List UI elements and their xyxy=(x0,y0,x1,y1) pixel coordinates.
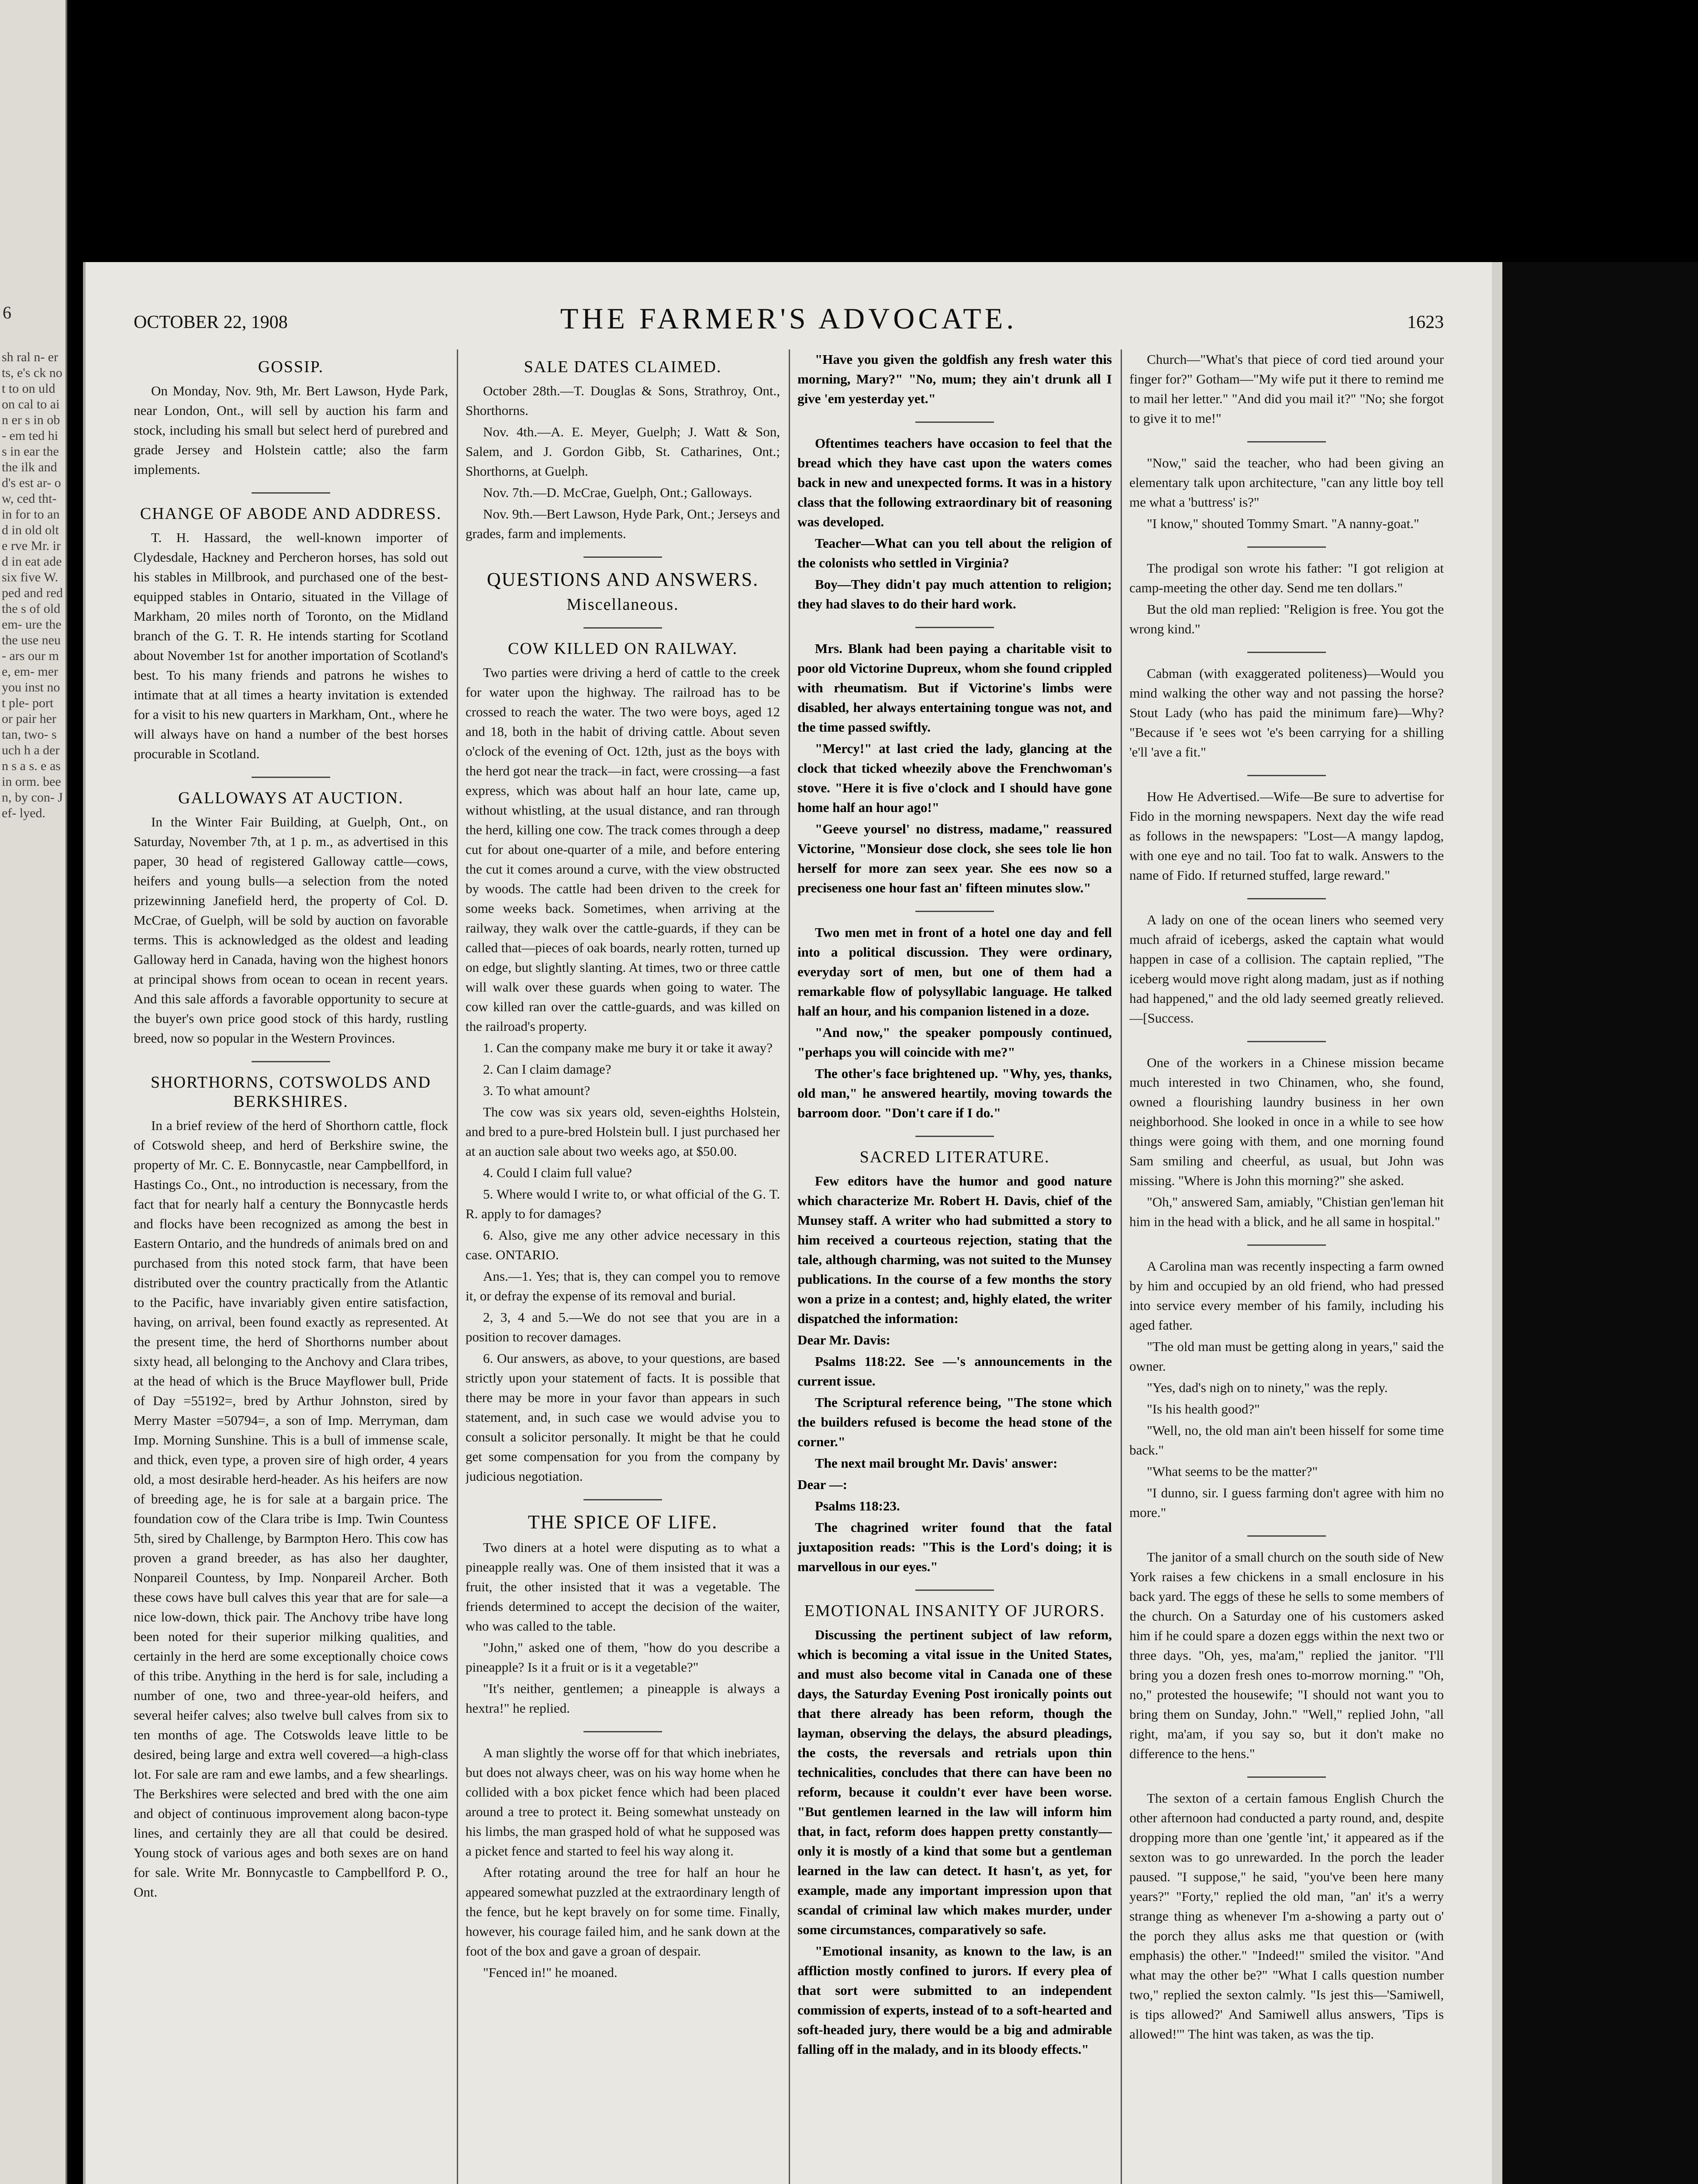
gossip-heading: GOSSIP. xyxy=(258,358,324,376)
column-3 xyxy=(797,349,1112,2184)
joke-paragraph: One of the workers in a Chinese mission became much interested in two Chinamen, who, she found, owned a flourishing laundry business in her own neighborhood. She looked in once in a while to see how things were going with them, and one morning found Sam smiling and cheerful, as usual, but John was missing. "Where is John this morning?" she asked. xyxy=(1129,1055,1444,1188)
divider xyxy=(252,492,330,494)
joke-paragraph: "Yes, dad's nigh on to ninety," was the reply. xyxy=(1147,1380,1388,1395)
anecdote-paragraph: Oftentimes teachers have occasion to feel that the bread which they have cast upon the waters comes back in new and unexpected forms. It was in a history class that the following extraordinary bit of reasoning was developed. xyxy=(797,435,1112,529)
sacred-paragraph: The Scriptural reference being, "The stone which the builders refused is become the head stone of the corner." xyxy=(797,1395,1112,1449)
divider xyxy=(583,1731,662,1732)
divider xyxy=(1247,775,1326,776)
joke-paragraph: A Carolina man was recently inspecting a farm owned by him and occupied by an old friend, who had pressed into service every member of his family, including his aged father. xyxy=(1129,1258,1444,1333)
film-margin xyxy=(1502,262,1698,2184)
cow-killed-question: 3. To what amount? xyxy=(483,1083,590,1098)
sacred-paragraph: The next mail brought Mr. Davis' answer: xyxy=(815,1455,1058,1471)
column-2 xyxy=(466,349,780,2184)
divider xyxy=(1247,652,1326,653)
emotional-insanity-heading: EMOTIONAL INSANITY OF JURORS. xyxy=(804,1602,1105,1620)
anecdote-paragraph: Mrs. Blank had been paying a charitable visit to poor old Victorine Dupreux, whom she found crippled with rheumatism. But if Victorine's limbs were disabled, her always entertaining tongue was not, and the time passed swiftly. xyxy=(797,641,1112,735)
cow-killed-question: 2. Can I claim damage? xyxy=(483,1061,611,1077)
joke-paragraph: Cabman (with exaggerated politeness)—Would you mind walking the other way and not passing the horse? Stout Lady (who has paid the minimum fare)—Why? "Because if 'e sees wot 'e's been carrying for a shilling 'e'll 'ave a fit." xyxy=(1129,666,1444,760)
anecdote-paragraph: "And now," the speaker pompously continued, "perhaps you will coincide with me?" xyxy=(797,1025,1112,1060)
divider xyxy=(1247,1244,1326,1246)
masthead-title: THE FARMER'S ADVOCATE. xyxy=(560,302,1018,335)
change-of-abode-paragraph: T. H. Hassard, the well-known importer of Clydesdale, Hackney and Percheron horses, has sold out his stables in Millbrook, and purchased one of the best-equipped stables in Ontario, situated in the Village of Markham, 20 miles north of Toronto, on the Midland branch of the G. T. R. He intends starting for Scotland about November 1st for another importation of Scotland's best. To his many friends and patrons he wishes to intimate that at all times a hearty invitation is extended for a visit to his new quarters in Markham, Ont., where he will always have on hand a number of the best horses procurable in Scotland. xyxy=(134,530,448,761)
questions-answers-heading: QUESTIONS AND ANSWERS. xyxy=(487,569,759,590)
miscellaneous-subheading: Miscellaneous. xyxy=(566,595,679,614)
column-rule xyxy=(789,349,790,2184)
anecdote-paragraph: Teacher—What can you tell about the religion of the colonists who settled in Virginia? xyxy=(797,536,1112,570)
cow-killed-paragraph: Two parties were driving a herd of cattle to the creek for water upon the highway. The railroad has to be crossed to reach the water. The two were boys, aged 12 and 18, both in the habit of driving cattle. About seven o'clock of the evening of Oct. 12th, just as the boys with the herd got near the track—in fact, were crossing—a fast express, which was about half an hour late, came up, without whistling, at the usual distance, and ran through the herd, killing one cow. The track comes through a deep cut for about one-quarter of a mile, and before entering the cut it comes around a curve, with the view obstructed by woods. The cattle had been driven to the creek for some weeks back. Sometimes, when arriving at the railway, they walk over the cattle-guards, if they can be called that—pieces of oak boards, nearly rotten, turned up on edge, but slightly slanting. At times, two or three cattle will walk over these guards when going to water. The cow killed ran over the cattle-guards, and was killed on the railroad's property. xyxy=(466,665,780,1034)
joke-paragraph: "The old man must be getting along in years," said the owner. xyxy=(1129,1339,1444,1374)
cow-killed-answer: 2, 3, 4 and 5.—We do not see that you are in a position to recover damages. xyxy=(466,1310,780,1344)
sacred-paragraph: Few editors have the humor and good nature which characterize Mr. Robert H. Davis, chief of the Munsey staff. A writer who had submitted a story to him received a courteous rejection, stating that the tale, although charming, was not suited to the Munsey publications. In the course of a few months the story won a prize in a contest; and, highly elated, the writer dispatched the information: xyxy=(797,1173,1112,1326)
insanity-paragraph: Discussing the pertinent subject of law reform, which is becoming a vital issue in the United States, and must also become vital in Canada one of these days, the Saturday Evening Post ironically points out that there already has been reform, though the layman, observing the delays, the absurd pleadings, the costs, the reversals and retrials upon thin technicalities, concludes that there can have been no reform, because it couldn't ever have been worse. "But gentlemen learned in the law will inform him that, in fact, reform does happen pretty constantly—only it is mostly of a kind that some but a gentleman learned in the law can detect. It hasn't, as yet, for example, made any important impression upon that scandal of criminal law which makes murder, under some circumstances, comparatively so safe. xyxy=(797,1627,1112,1937)
anecdote-paragraph: "Have you given the goldfish any fresh water this morning, Mary?" "No, mum; they ain't drunk all I give 'em yesterday yet." xyxy=(797,352,1112,406)
column-rule xyxy=(1121,349,1122,2184)
divider xyxy=(1247,441,1326,442)
divider xyxy=(915,627,994,628)
adjacent-page-fragments: sh ral n- er ts, e's ck not to on uld on cal to ain er s in ob- em ted his in ear the the ilk and d's est ar- ow, ced tht- in for to and in old olte rve Mr. ird in eat ade six five W. ped and red the s of old em- ure the the use neu- ars our me, em- mer you inst not ple- port or pair her tan, two- such h a dern s a s. e as in orm. been, by con- Jef- lyed. xyxy=(2,350,63,820)
divider xyxy=(583,556,662,558)
page-number: 1623 xyxy=(1407,312,1444,332)
spice-paragraph: A man slightly the worse off for that which inebriates, but does not always cheer, was on his way home when he collided with a box picket fence which had been placed around a tree to protect it. Being somewhat unsteady on his limbs, the man grasped hold of what he supposed was a picket fence and started to feel his way along it. xyxy=(466,1745,780,1859)
joke-paragraph: A lady on one of the ocean liners who seemed very much afraid of icebergs, asked the captain what would happen in case of a collision. The captain replied, "The iceberg would move right along madam, just as if nothing had happened," and the old lady seemed greatly relieved.—[Success. xyxy=(1129,912,1444,1026)
joke-paragraph: "Is his health good?" xyxy=(1147,1401,1260,1417)
divider xyxy=(1247,1776,1326,1778)
page-header xyxy=(134,301,1444,345)
joke-paragraph: "Well, no, the old man ain't been hisself for some time back." xyxy=(1129,1423,1444,1458)
shorthorns-paragraph: In a brief review of the herd of Shorthorn cattle, flock of Cotswold sheep, and herd of Berkshire swine, the property of Mr. C. E. Bonnycastle, near Campbellford, in Hastings Co., Ont., no introduction is necessary, from the fact that for nearly half a century the Bonnycastle herds and flocks have been recognized as among the best in Eastern Ontario, and the hundreds of animals bred on and purchased from this noted stock farm, that have been distributed over the country practically from the Atlantic to the Pacific, have invariably given entire satisfaction, having, on arrival, been found exactly as represented. At the present time, the herd of Shorthorns number about sixty head, all belonging to the Anchovy and Clara tribes, at the head of which is the Bruce Mayflower bull, Pride of Day =55192=, bred by Arthur Johnston, sired by Merry Master =50794=, a son of Imp. Merryman, dam Imp. Morning Sunshine. This is a bull of immense scale, and thick, even type, a proven sire of high order, 4 years old, a most desirable herd-header. As his heifers are now of breeding age, he is for sale at a bargain price. The foundation cow of the Clara tribe is Imp. Twin Countess 5th, sired by Challenge, by Barmpton Hero. This cow has proven a grand breeder, as has also her daughter, Nonpareil Countess, by Imp. Nonpareil Archer. Both these cows have bull calves this year that are for sale—a nice low-down, thick pair. The Anchovy tribe have long been noted for their superior milking qualities, and certainly in the herd are some exceptionally choice cows of this tribe. Anything in the herd is for sale, including a number of one, two and three-year-old heifers, and several heifer calves; also twelve bull calves from six to ten months of age. The Cotswolds leave little to be desired, being large and extra well covered—a high-class lot. For sale are ram and ewe lambs, and a few shearlings. The Berkshires were selected and bred with the one aim and object of continuous improvement along bacon-type lines, and certainly they are all that could be desired. Young stock of various ages and both sexes are on hand for sale. Write Mr. Bonnycastle to Campbellford P. O., Ont. xyxy=(134,1118,448,1900)
divider xyxy=(915,422,994,423)
cow-killed-question: 6. Also, give me any other advice necessary in this case. ONTARIO. xyxy=(466,1227,780,1262)
sale-date-entry: Nov. 7th.—D. McCrae, Guelph, Ont.; Galloways. xyxy=(483,485,752,500)
spice-paragraph: "It's neither, gentlemen; a pineapple is always a hextra!" he replied. xyxy=(466,1681,780,1716)
cow-killed-paragraph: The cow was six years old, seven-eighths Holstein, and bred to a pure-bred Holstein bull. I just purchased her at an auction sale about two weeks ago, at $50.00. xyxy=(466,1104,780,1159)
joke-paragraph: The prodigal son wrote his father: "I got religion at camp-meeting the other day. Send me ten dollars." xyxy=(1129,560,1444,595)
cow-killed-heading: COW KILLED ON RAILWAY. xyxy=(507,639,738,658)
sale-date-entry: Nov. 9th.—Bert Lawson, Hyde Park, Ont.; Jerseys and grades, farm and implements. xyxy=(466,506,780,541)
divider xyxy=(1247,898,1326,899)
cow-killed-answer: 6. Our answers, as above, to your questions, are based strictly upon your statement of facts. It is possible that there may be more in your favor than appears in such statement, and, in such case we would advise you to consult a solicitor personally. It might be that he could get some compensation for you from the company by judicious negotiation. xyxy=(466,1351,780,1484)
joke-paragraph: "I know," shouted Tommy Smart. "A nanny-goat." xyxy=(1147,516,1419,531)
shorthorns-heading: SHORTHORNS, COTSWOLDS AND BERKSHIRES. xyxy=(150,1073,431,1111)
joke-paragraph: How He Advertised.—Wife—Be sure to advertise for Fido in the morning newspapers. Next day the wife read as follows in the newspapers: "Lost—A mangy lapdog, with one eye and no tail. Too fat to walk. Answers to the name of Fido. If returned stuffed, large reward." xyxy=(1129,789,1444,883)
joke-paragraph: "Now," said the teacher, who had been giving an elementary talk upon architecture, "can any little boy tell me what a 'buttress' is?" xyxy=(1129,455,1444,510)
sacred-literature-heading: SACRED LITERATURE. xyxy=(859,1148,1050,1166)
divider xyxy=(1247,1535,1326,1537)
anecdote-paragraph: Two men met in front of a hotel one day and fell into a political discussion. They were ordinary, everyday sort of men, but one of them had a remarkable flow of polysyllabic language. He talked half an hour, and his companion listened in a doze. xyxy=(797,925,1112,1019)
cow-killed-question: 5. Where would I write to, or what official of the G. T. R. apply to for damages? xyxy=(466,1186,780,1221)
divider xyxy=(915,1136,994,1137)
joke-paragraph: The sexton of a certain famous English Church the other afternoon had conducted a party round, and, despite dropping more than one 'gentle 'int,' it appeared as if the sexton was to go unrewarded. In the porch the leader paused. "I suppose," he said, "you've been here many years?" "Forty," replied the old man, "an' it's a werry strange thing as whenever I'm a-showing a party out o' the porch they allus asks me that question or (with emphasis) the other." "Indeed!" smiled the visitor. "And what may the other be?" "What I calls question number two," replied the sexton calmly. "Is jest this—'Samiwell, is tips allowed?' And Samiwell allus answers, 'Tips is allowed!'" The hint was taken, as was the tip. xyxy=(1129,1790,1444,2042)
adjacent-page-number: 6 xyxy=(3,303,11,322)
anecdote-paragraph: "Mercy!" at last cried the lady, glancing at the clock that ticked wheezily above the Frenchwoman's stove. "Here it is five o'clock and I should have gone home half an hour ago!" xyxy=(797,741,1112,815)
insanity-paragraph: "Emotional insanity, as known to the law, is an affliction mostly confined to jurors. If every plea of that sort were submitted to an independent commission of experts, instead of to a soft-hearted and soft-headed jury, there would be a big and admirable falling off in the malady, and in its bloody effects." xyxy=(797,1943,1112,2057)
spice-paragraph: "Fenced in!" he moaned. xyxy=(483,1965,618,1980)
sale-dates-heading: SALE DATES CLAIMED. xyxy=(524,358,722,376)
sacred-paragraph: Psalms 118:22. See —'s announcements in the current issue. xyxy=(797,1354,1112,1389)
anecdote-paragraph: The other's face brightened up. "Why, yes, thanks, old man," he answered heartily, moving towards the barroom door. "Don't care if I do." xyxy=(797,1066,1112,1120)
galloways-heading: GALLOWAYS AT AUCTION. xyxy=(178,789,404,807)
joke-paragraph: "What seems to be the matter?" xyxy=(1147,1464,1318,1479)
spice-paragraph: After rotating around the tree for half an hour he appeared somewhat puzzled at the extraordinary length of the fence, but he kept bravely on for some time. Finally, however, his courage failed him, and he sank down at the foot of the box and gave a groan of despair. xyxy=(466,1865,780,1959)
sale-date-entry: October 28th.—T. Douglas & Sons, Strathroy, Ont., Shorthorns. xyxy=(466,383,780,418)
divider xyxy=(1247,546,1326,548)
anecdote-paragraph: Boy—They didn't pay much attention to religion; they had slaves to do their hard work. xyxy=(797,577,1112,612)
change-of-abode-heading: CHANGE OF ABODE AND ADDRESS. xyxy=(140,505,442,523)
joke-paragraph: "I dunno, sir. I guess farming don't agree with him no more." xyxy=(1129,1485,1444,1520)
galloways-paragraph: In the Winter Fair Building, at Guelph, Ont., on Saturday, November 7th, at 1 p. m., as advertised in this paper, 30 head of registered Galloway cattle—cows, heifers and young bulls—a selection from the noted prizewinning Janefield herd, the property of Col. D. McCrae, of Guelph, will be sold by auction on favorable terms. This is acknowledged as the oldest and leading Galloway herd in Canada, having won the highest honors at principal shows from ocean to ocean in recent years. And this sale affords a favorable opportunity to secure at the buyer's own price good stock of this hardy, rustling breed, now so popular in the Western Provinces. xyxy=(134,814,448,1046)
cow-killed-question: 4. Could I claim full value? xyxy=(483,1165,632,1180)
divider xyxy=(1247,1041,1326,1042)
newspaper-page xyxy=(83,262,1505,2184)
divider xyxy=(583,627,662,629)
joke-paragraph: But the old man replied: "Religion is free. You got the wrong kind." xyxy=(1129,601,1444,636)
divider xyxy=(915,911,994,912)
joke-paragraph: Church—"What's that piece of cord tied around your finger for?" Gotham—"My wife put it there to remind me to mail her letter." "And did you mail it?" "No; she forgot to give it to me!" xyxy=(1129,352,1444,426)
anecdote-paragraph: "Geeve yoursel' no distress, madame," reassured Victorine, "Monsieur dose clock, she sees tole lie hon herself for more zan seex year. She ees now so a preciseness one hour fast an' fifteen minutes slow." xyxy=(797,821,1112,895)
column-rule xyxy=(457,349,458,2184)
sacred-paragraph: Dear —: xyxy=(797,1477,847,1492)
spice-of-life-heading: THE SPICE OF LIFE. xyxy=(528,1511,718,1533)
joke-paragraph: "Oh," answered Sam, amiably, "Chistian gen'leman hit him in the head with a blick, and he all same in hospital." xyxy=(1129,1194,1444,1229)
divider xyxy=(915,1590,994,1591)
sacred-paragraph: The chagrined writer found that the fatal juxtaposition reads: "This is the Lord's doing; it is marvellous in our eyes." xyxy=(797,1520,1112,1574)
sacred-paragraph: Psalms 118:23. xyxy=(815,1498,900,1514)
column-4 xyxy=(1129,349,1444,2184)
gossip-paragraph: On Monday, Nov. 9th, Mr. Bert Lawson, Hyde Park, near London, Ont., will sell by auction his farm and stock, including his small but select herd of purebred and grade Jersey and Holstein cattle; also the farm implements. xyxy=(134,383,448,477)
sacred-paragraph: Dear Mr. Davis: xyxy=(797,1332,890,1348)
sale-date-entry: Nov. 4th.—A. E. Meyer, Guelph; J. Watt & Son, Salem, and J. Gordon Gibb, St. Catharines, Ont.; Shorthorns, at Guelph. xyxy=(466,424,780,479)
cow-killed-answer: Ans.—1. Yes; that is, they can compel you to remove it, or defray the expense of its removal and burial. xyxy=(466,1268,780,1303)
spice-paragraph: Two diners at a hotel were disputing as to what a pineapple really was. One of them insisted that it was a fruit, the other insisted that it was a vegetable. The friends determined to accept the decision of the waiter, who was called to the table. xyxy=(466,1540,780,1634)
cow-killed-question: 1. Can the company make me bury it or take it away? xyxy=(483,1040,773,1055)
divider xyxy=(252,1061,330,1062)
joke-paragraph: The janitor of a small church on the south side of New York raises a few chickens in a small enclosure in his back yard. The eggs of these he sells to some members of the church. On a Saturday one of his customers asked him if he could spare a dozen eggs within the next two or three days. "Oh, yes, ma'am," replied the janitor. "I'll bring you a dozen fresh ones to-morrow morning." "Oh, no," protested the housewife; "I should not want you to bring them on Sunday, John." "Well," replied John, "all right, ma'am, if you say so, but it don't make no difference to the hens." xyxy=(1129,1549,1444,1761)
column-1 xyxy=(134,349,448,2184)
spice-paragraph: "John," asked one of them, "how do you describe a pineapple? Is it a fruit or is it a vegetable?" xyxy=(466,1640,780,1675)
divider xyxy=(583,1499,662,1500)
issue-date: OCTOBER 22, 1908 xyxy=(134,312,288,332)
divider xyxy=(252,777,330,778)
adjacent-page-edge xyxy=(0,0,67,2184)
